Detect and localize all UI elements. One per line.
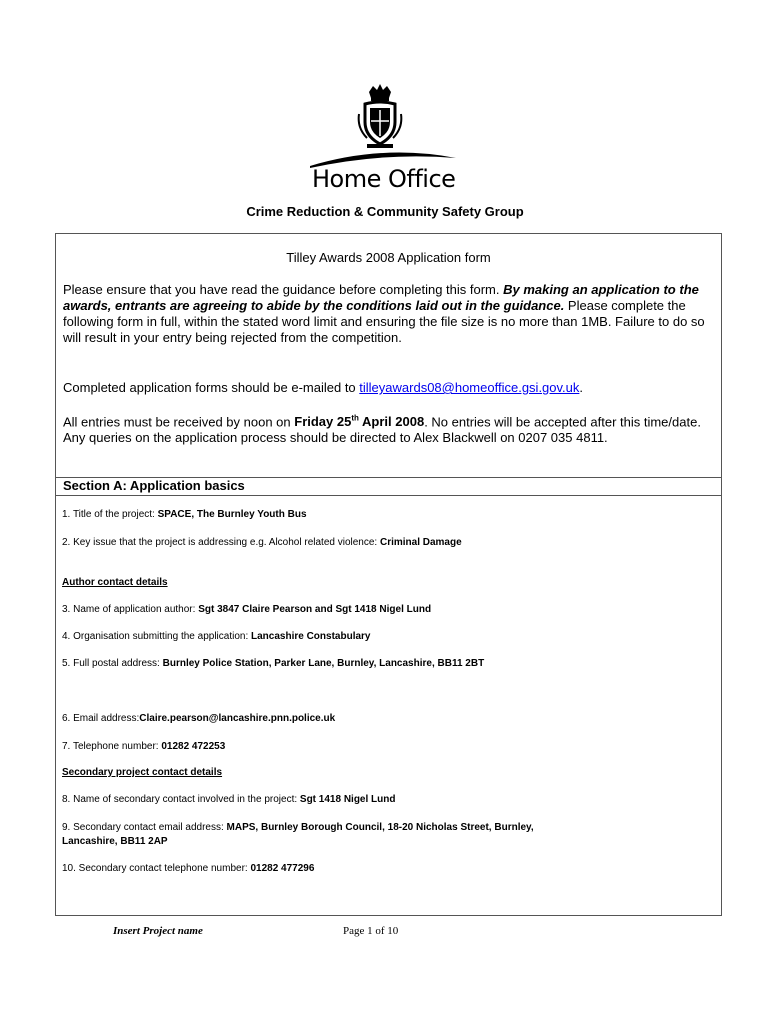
field-value: Sgt 3847 Claire Pearson and Sgt 1418 Nigel Lund — [198, 604, 432, 615]
guidance-paragraph — [63, 282, 718, 346]
footer-project-name: Insert Project name — [113, 925, 203, 937]
field-secondary-name — [62, 793, 702, 807]
guidance-text: Please ensure that you have read the guidance before completing this form. — [63, 282, 504, 297]
field-label: 1. Title of the project: — [62, 509, 158, 520]
field-email — [62, 712, 702, 726]
field-label: 8. Name of secondary contact involved in the project: — [62, 794, 300, 805]
deadline-day: Friday 25 — [294, 414, 352, 430]
deadline-month: April 2008 — [358, 414, 425, 430]
field-value: SPACE, The Burnley Youth Bus — [157, 509, 307, 520]
guidance-text-2: Please complete the following form in full, within the stated word limit and ensuring the file size is no more than 1MB. Failure to do so will result in your entry being rejected from the competition. — [63, 298, 705, 345]
field-secondary-telephone — [62, 862, 702, 876]
field-value: 01282 472253 — [161, 741, 226, 752]
email-instruction-text: Completed application forms should be e-mailed to — [63, 380, 360, 395]
field-telephone — [62, 740, 702, 754]
deadline-text: All entries must be received by noon on — [63, 414, 295, 430]
field-value: Claire.pearson@lancashire.pnn.police.uk — [139, 713, 336, 724]
email-instruction-paragraph — [63, 380, 718, 396]
field-value: Lancashire, BB11 2AP — [62, 836, 168, 847]
section-a-header — [56, 477, 721, 496]
intro-box — [56, 234, 721, 478]
guidance-conditions-text: By making an application to the awards, entrants are agreeing to abide by the conditions laid out in the guidance. — [63, 282, 699, 313]
field-label: 9. Secondary contact email address: — [62, 822, 227, 833]
deadline-text-2: . No entries will be accepted after this time/date. Any queries on the application process should be directed to Alex Blackwell on 0207 035 4811. — [63, 414, 701, 446]
field-postal-address — [62, 657, 702, 671]
field-label: 5. Full postal address: — [62, 658, 163, 669]
field-value: Sgt 1418 Nigel Lund — [299, 794, 396, 805]
field-label: 7. Telephone number: — [62, 741, 162, 752]
royal-crest-icon — [357, 84, 403, 150]
field-value: Burnley Police Station, Parker Lane, Burnley, Lancashire, BB11 2BT — [162, 658, 485, 669]
field-secondary-email-cont — [62, 835, 702, 849]
field-value: MAPS, Burnley Borough Council, 18-20 Nicholas Street, Burnley, — [226, 822, 534, 833]
field-label: 4. Organisation submitting the application: — [62, 631, 251, 642]
email-instruction-end: . — [579, 380, 584, 395]
footer-page-number: Page 1 of 10 — [343, 925, 399, 937]
field-label: 10. Secondary contact telephone number: — [62, 863, 251, 874]
field-value: Criminal Damage — [379, 537, 462, 548]
deadline-paragraph — [63, 411, 718, 446]
secondary-contact-heading: Secondary project contact details — [62, 767, 223, 778]
section-a-title: Section A: Application basics — [63, 478, 245, 493]
field-label: 2. Key issue that the project is addressing e.g. Alcohol related violence: — [62, 537, 380, 548]
field-value: Lancashire Constabulary — [251, 631, 371, 642]
submission-email-link[interactable]: tilleyawards08@homeoffice.gsi.gov.uk — [359, 380, 580, 395]
field-secondary-email — [62, 821, 702, 835]
field-organisation — [62, 630, 702, 644]
field-key-issue — [62, 536, 702, 550]
field-project-title — [62, 508, 702, 522]
form-title: Tilley Awards 2008 Application form — [286, 250, 491, 265]
deadline-day-suffix: th — [351, 414, 359, 423]
home-office-logo-text: Home Office — [312, 165, 456, 193]
author-contact-heading: Author contact details — [62, 577, 168, 588]
field-author-name — [62, 603, 702, 617]
field-value: 01282 477296 — [250, 863, 315, 874]
field-label: 6. Email address: — [62, 713, 140, 724]
application-form-frame — [55, 233, 722, 916]
group-title: Crime Reduction & Community Safety Group — [246, 204, 524, 219]
field-label: 3. Name of application author: — [62, 604, 199, 615]
